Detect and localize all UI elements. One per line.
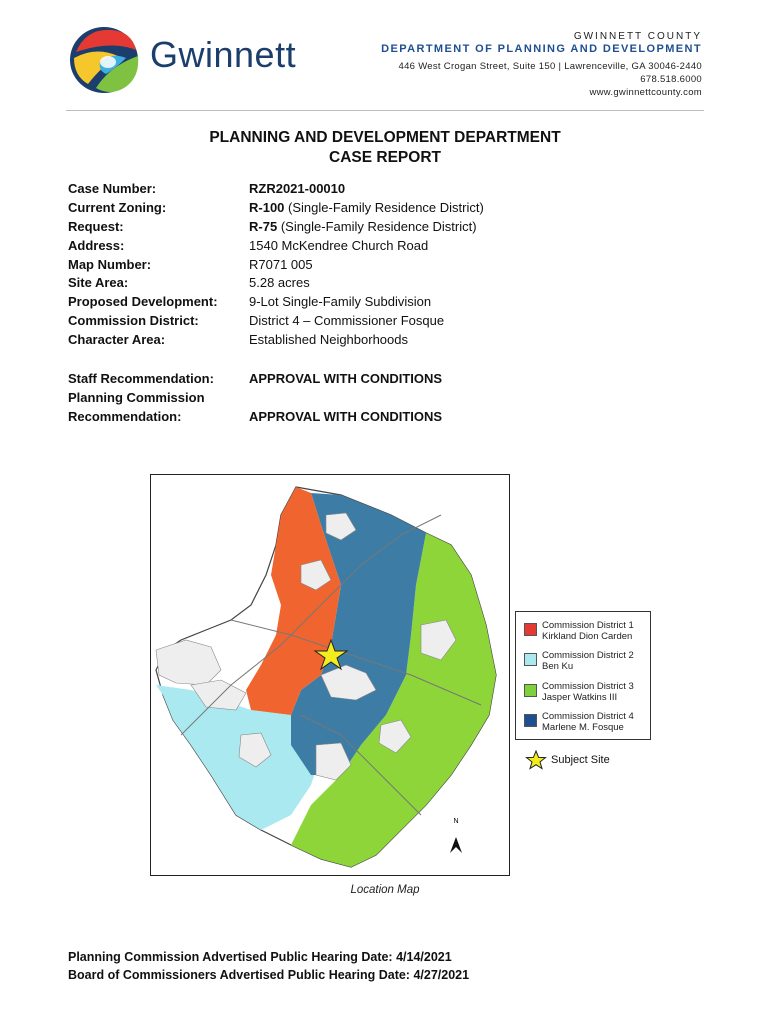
character-area-value: Established Neighborhoods: [249, 332, 408, 348]
subject-site-label: Subject Site: [551, 754, 610, 766]
staff-recommendation-row: [68, 370, 708, 389]
department-phone: 678.518.6000: [640, 74, 702, 85]
case-number-value: RZR2021-00010: [249, 181, 346, 196]
pc-recommendation-label-1: Planning Commission: [68, 389, 205, 405]
hearing-dates: [68, 948, 469, 984]
boc-hearing-date: Board of Commissioners Advertised Public Hearing Date: 4/27/2021: [68, 968, 470, 982]
legend-district-3: Commission District 3 Jasper Watkins III: [524, 681, 634, 703]
site-area-value: 5.28 acres: [249, 275, 310, 291]
request-row: [68, 218, 708, 237]
commission-district-label: Commission District:: [68, 313, 199, 329]
gwinnett-logo-icon: [66, 22, 146, 96]
department-address: 446 West Crogan Street, Suite 150 | Lawrenceville, GA 30046-2440: [398, 61, 702, 72]
department-name: DEPARTMENT OF PLANNING AND DEVELOPMENT: [381, 43, 702, 55]
commission-district-value: District 4 – Commissioner Fosque: [249, 313, 445, 329]
site-area-label: Site Area:: [68, 275, 129, 291]
pc-recommendation-label-row: [68, 389, 708, 408]
department-website[interactable]: www.gwinnettcounty.com: [589, 87, 702, 98]
logo-wordmark: Gwinnett: [150, 34, 297, 75]
legend-swatch-district-3: [524, 684, 537, 697]
location-map: [150, 474, 510, 876]
legend-swatch-district-2: [524, 653, 537, 666]
county-name: GWINNETT COUNTY: [573, 31, 702, 42]
title-line-2: CASE REPORT: [329, 149, 441, 166]
pc-hearing-date: Planning Commission Advertised Public Hearing Date: 4/14/2021: [68, 950, 452, 964]
character-area-label: Character Area:: [68, 332, 166, 348]
staff-recommendation-label: Staff Recommendation:: [68, 371, 214, 386]
recommendations: [68, 370, 708, 427]
case-info: [68, 180, 708, 350]
district-map-svg: [151, 475, 508, 874]
legend-swatch-district-4: [524, 714, 537, 727]
header-divider: [66, 110, 704, 111]
pc-recommendation-label-2: Recommendation:: [68, 408, 182, 424]
proposed-development-row: [68, 293, 708, 312]
map-number-label: Map Number:: [68, 256, 152, 272]
title-line-1: PLANNING AND DEVELOPMENT DEPARTMENT: [209, 129, 561, 146]
north-arrow: [450, 818, 462, 853]
report-title: [0, 128, 770, 168]
current-zoning-row: [68, 199, 708, 218]
proposed-development-value: 9-Lot Single-Family Subdivision: [249, 294, 432, 310]
legend-district-2: Commission District 2 Ben Ku: [524, 650, 634, 672]
address-row: [68, 237, 708, 256]
map-caption: Location Map: [350, 884, 420, 896]
character-area-row: [68, 331, 708, 350]
address-value: 1540 McKendree Church Road: [249, 237, 429, 253]
gwinnett-logo: [66, 22, 316, 96]
map-number-row: [68, 256, 708, 275]
request-label: Request:: [68, 218, 124, 234]
legend-subject-site: [525, 750, 610, 770]
commission-district-row: [68, 312, 708, 331]
case-number-row: [68, 180, 708, 199]
current-zoning-value: R-100 (Single-Family Residence District): [249, 199, 484, 215]
staff-recommendation-value: APPROVAL WITH CONDITIONS: [249, 371, 443, 386]
case-number-label: Case Number:: [68, 181, 157, 196]
pc-recommendation-value: APPROVAL WITH CONDITIONS: [249, 408, 443, 424]
svg-text:N: N: [453, 818, 459, 825]
header-contact: [381, 30, 702, 99]
legend-swatch-district-1: [524, 623, 537, 636]
legend-district-4: Commission District 4 Marlene M. Fosque: [524, 711, 634, 733]
proposed-development-label: Proposed Development:: [68, 294, 218, 310]
address-label: Address:: [68, 237, 125, 253]
star-icon: [525, 750, 547, 770]
map-legend: [515, 611, 651, 740]
map-number-value: R7071 005: [249, 256, 313, 272]
request-value: R-75 (Single-Family Residence District): [249, 218, 477, 234]
pc-recommendation-row: [68, 408, 708, 427]
current-zoning-label: Current Zoning:: [68, 199, 167, 215]
site-area-row: [68, 274, 708, 293]
legend-district-1: Commission District 1 Kirkland Dion Carden: [524, 620, 634, 642]
